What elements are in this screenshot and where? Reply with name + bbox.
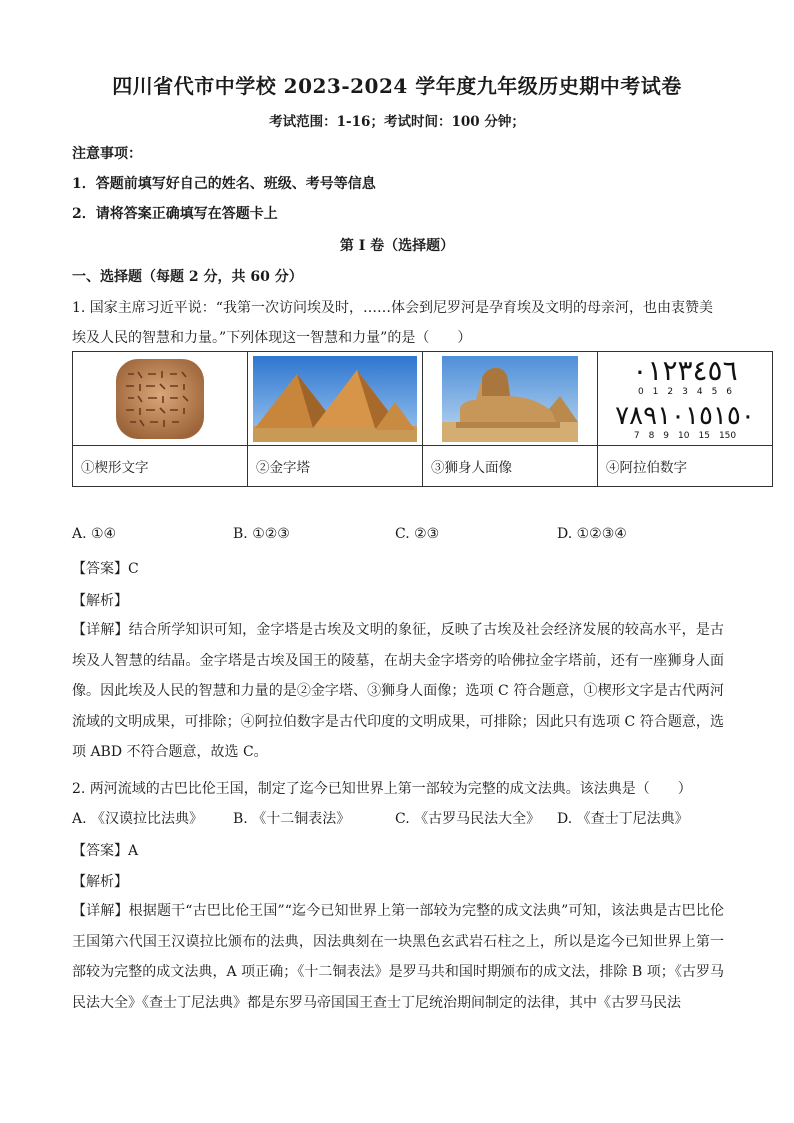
q1-analysis-label: 【解析】 [72, 593, 128, 609]
image-label: ②金字塔 [248, 446, 423, 487]
q1-stem-line2: 埃及人民的智慧和力量。”下列体现这一智慧和力量”的是（ ） [72, 330, 472, 346]
q2-answer [72, 840, 138, 860]
q2-option-c[interactable]: C. 《古罗马民法大全》 [395, 811, 541, 827]
q1-answer [72, 558, 139, 578]
q1-option-d[interactable]: D. ①②③④ [557, 526, 627, 542]
q2-option-a[interactable]: A. 《汉谟拉比法典》 [72, 811, 204, 827]
arabic-numerals-image [598, 352, 773, 446]
q2-option-b[interactable]: B. 《十二铜表法》 [233, 811, 351, 827]
q2-stem: 2. 两河流域的古巴比伦王国，制定了迄今已知世界上第一部较为完整的成文法典。该法典是（ ） [72, 781, 692, 797]
answer-label: 【答案】 [72, 561, 128, 577]
section-heading: 一、选择题（每题 2 分，共 60 分） [72, 269, 303, 285]
notice-heading: 注意事项： [72, 146, 142, 162]
image-label: ③狮身人面像 [423, 446, 598, 487]
part-heading: 第 I 卷（选择题） [339, 238, 455, 254]
numerals-top-digits: 0 1 2 3 4 5 6 [637, 386, 733, 397]
q2-option-d[interactable]: D. 《查士丁尼法典》 [557, 811, 689, 827]
q2-analysis-label: 【解析】 [72, 874, 128, 890]
sphinx-image [423, 352, 598, 446]
exam-scope: 考试范围：1-16；考试时间：100 分钟； [269, 114, 525, 130]
image-label: ④阿拉伯数字 [598, 446, 773, 487]
page-title: 四川省代市中学校 2023-2024 学年度九年级历史期中考试卷 [112, 74, 682, 98]
q2-detail: 【详解】根据题干“古巴比伦王国”“迄今已知世界上第一部较为完整的成文法典”可知，该法典是古巴比伦王国第六代国王汉谟拉比颁布的法典，因法典刻在一块黑色玄武岩石柱之上，所以是迄今已知世界上第一部较为完整的成文法典，A 项正确；《十二铜表法》是罗马共和国时期颁布的成文法，排除 B 项；《古罗马民法大全》《查士丁尼法典》都是东罗马帝国国王查士丁尼统治期间制定的法律，其中《古罗马民法 [72, 903, 724, 1011]
q1-stem-line1: 1. 国家主席习近平说：“我第一次访问埃及时，……体会到尼罗河是孕育埃及文明的母亲河，也由衷赞美 [72, 300, 713, 316]
q1-option-b[interactable]: B. ①②③ [233, 526, 290, 542]
q1-detail: 【详解】结合所学知识可知，金字塔是古埃及文明的象征，反映了古埃及社会经济发展的较高水平，是古埃及人智慧的结晶。金字塔是古埃及国王的陵墓，在胡夫金字塔旁的哈佛拉金字塔前，还有一座狮身人面像。因此埃及人民的智慧和力量的是②金字塔、③狮身人面像；选项 C 符合题意，①楔形文字是古代两河流域的文明成果，可排除；④阿拉伯数字是古代印度的文明成果，可排除；因此只有选项 C 符合题意，选项 ABD 不符合题意，故选 C。 [72, 622, 724, 760]
q1-option-a[interactable]: A. ①④ [72, 526, 117, 542]
q2-options [72, 808, 732, 828]
numerals-top-row: ٠١٢٣٤٥٦ [632, 353, 738, 387]
q1-image-table [72, 351, 773, 487]
cuneiform-tablet-image [73, 352, 248, 446]
answer-value: C [128, 561, 139, 577]
q1-option-c[interactable]: C. ②③ [395, 526, 440, 542]
q1-options [72, 526, 732, 546]
pyramids-image [248, 352, 423, 446]
image-label: ①楔形文字 [73, 446, 248, 487]
answer-value: A [128, 843, 139, 859]
answer-label: 【答案】 [72, 843, 128, 859]
notice-item-1: 1．答题前填写好自己的姓名、班级、考号等信息 [72, 176, 376, 192]
numerals-bottom-digits: 7 8 9 10 15 150 [633, 430, 737, 441]
numerals-bottom-row: ٧٨٩١٠١٥١٥٠ [615, 400, 755, 431]
notice-item-2: 2．请将答案正确填写在答题卡上 [72, 206, 278, 222]
